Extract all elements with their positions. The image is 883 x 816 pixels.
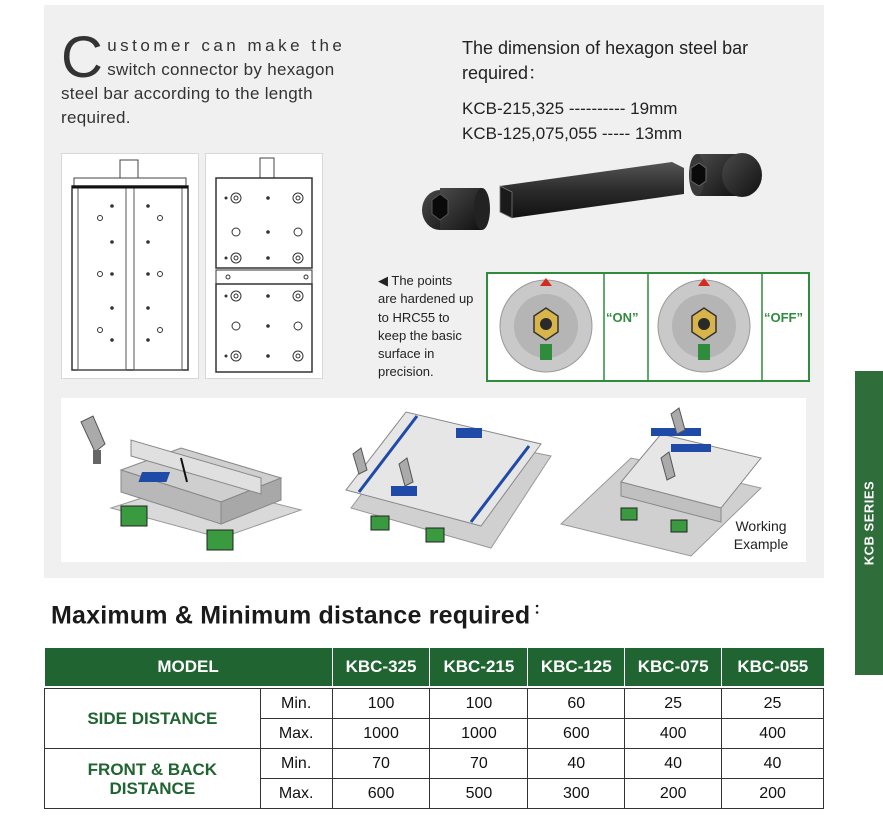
- intro-first-line: ustomer can make the: [107, 36, 346, 55]
- table-cell: 400: [722, 719, 824, 749]
- hexagon-spec-row: [462, 96, 682, 121]
- left-arrow-icon: ◀: [378, 273, 388, 288]
- hexagon-title: The dimension of hexagon steel bar required：: [462, 38, 749, 83]
- spec-size: 19mm: [630, 99, 678, 118]
- table-cell: 70: [430, 749, 528, 779]
- on-label: “ON”: [606, 310, 639, 325]
- spec-dashes: -----: [601, 124, 631, 143]
- header-model: MODEL: [45, 648, 333, 686]
- switch-strip-graphics: [488, 274, 808, 380]
- table-row: [45, 749, 824, 779]
- hexagon-spec-row: [462, 121, 682, 146]
- distance-table: [44, 648, 824, 809]
- section-title-text: Maximum & Minimum distance required: [51, 601, 531, 630]
- table-cell: 1000: [332, 719, 430, 749]
- hardened-note-text: The points are hardened up to HRC55 to keep the basic surface in precision.: [378, 273, 474, 380]
- working-examples-graphics: [61, 398, 806, 562]
- working-examples: [61, 398, 806, 562]
- table-cell: 500: [430, 779, 528, 809]
- row-group-label: SIDE DISTANCE: [45, 689, 261, 749]
- series-side-tab-label: KCB SERIES: [861, 480, 877, 566]
- row-label: Max.: [260, 779, 332, 809]
- dropcap-letter: C: [61, 25, 104, 90]
- table-cell: 100: [430, 689, 528, 719]
- spec-size: 13mm: [634, 124, 683, 143]
- intro-rest: switch connector by hexagon steel bar according to the length required.: [61, 60, 335, 127]
- table-cell: 70: [332, 749, 430, 779]
- header-model-col: KBC-325: [332, 648, 430, 686]
- spec-models: KCB-125,075,055: [462, 124, 598, 143]
- table-cell: 40: [722, 749, 824, 779]
- table-cell: 40: [625, 749, 722, 779]
- table-cell: 1000: [430, 719, 528, 749]
- spec-models: KCB-215,325: [462, 99, 565, 118]
- header-model-col: KBC-215: [430, 648, 528, 686]
- hardened-note: [378, 272, 474, 382]
- row-group-label: FRONT & BACK DISTANCE: [45, 749, 261, 809]
- table-cell: 200: [722, 779, 824, 809]
- connector-drawing-side-svg: [62, 154, 198, 378]
- row-label: Min.: [260, 689, 332, 719]
- header-model-col: KBC-055: [722, 648, 824, 686]
- table-cell: 40: [528, 749, 625, 779]
- table-cell: 60: [528, 689, 625, 719]
- switch-state-strip: [486, 272, 810, 382]
- table-header-row: [45, 648, 824, 686]
- table-cell: 25: [722, 689, 824, 719]
- table-cell: 200: [625, 779, 722, 809]
- hexagon-spec-list: [462, 96, 682, 146]
- off-label: “OFF”: [764, 310, 803, 325]
- table-cell: 25: [625, 689, 722, 719]
- header-model-col: KBC-075: [625, 648, 722, 686]
- row-label: Max.: [260, 719, 332, 749]
- table-cell: 100: [332, 689, 430, 719]
- series-side-tab: [855, 371, 883, 675]
- hexagon-bar-illustration: [412, 148, 772, 234]
- table-cell: 600: [528, 719, 625, 749]
- table-cell: 400: [625, 719, 722, 749]
- table-cell: 300: [528, 779, 625, 809]
- header-model-col: KBC-125: [528, 648, 625, 686]
- spec-dashes: ----------: [568, 99, 626, 118]
- example-one: [81, 416, 301, 550]
- connector-drawing-top-svg: [206, 154, 322, 378]
- table-row: [45, 689, 824, 719]
- section-title: [51, 596, 550, 630]
- row-label: Min.: [260, 749, 332, 779]
- example-two: [346, 412, 551, 548]
- intro-paragraph: [61, 25, 373, 130]
- connector-drawing-top: [205, 153, 323, 379]
- section-title-colon: ：: [533, 601, 550, 618]
- working-example-label: Working Example: [733, 518, 789, 552]
- connector-drawing-side: [61, 153, 199, 379]
- table-cell: 600: [332, 779, 430, 809]
